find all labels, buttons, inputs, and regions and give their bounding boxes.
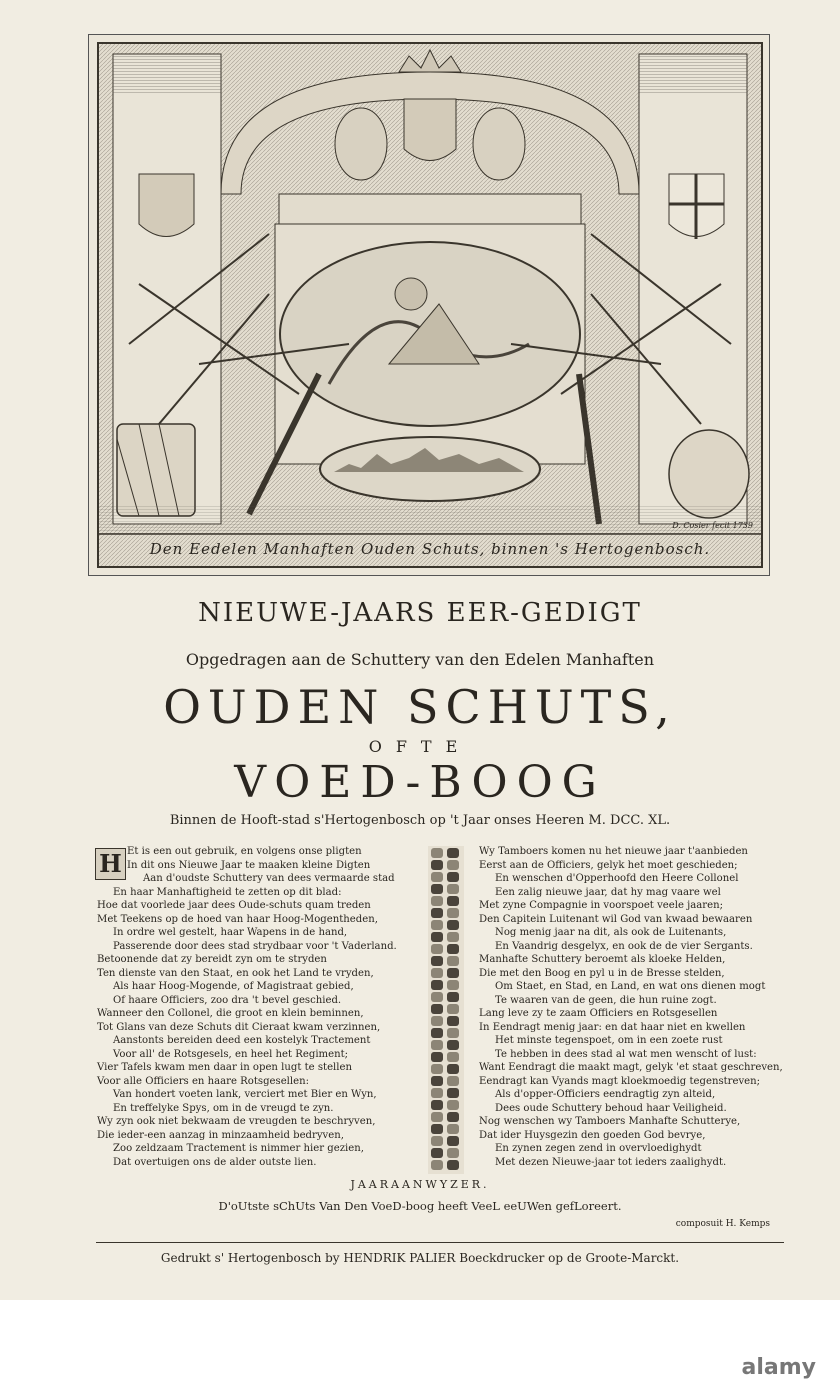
ornament-cell bbox=[431, 848, 443, 858]
poem-line: In ordre wel gestelt, haar Wapens in de hand, bbox=[113, 927, 348, 938]
ornament-cell bbox=[447, 1136, 459, 1146]
ornament-cell bbox=[447, 860, 459, 870]
ornament-cell bbox=[431, 992, 443, 1002]
poem-line: Voor all' de Rotsgesels, en heel het Regiment; bbox=[113, 1048, 349, 1060]
poem-line: Ten dienste van den Staat, en ook het Land te vryden, bbox=[97, 967, 374, 979]
ornament-cell bbox=[431, 980, 443, 990]
ornament-cell bbox=[447, 1124, 459, 1134]
poem-line: Te waaren van de geen, die hun ruine zogt. bbox=[495, 994, 717, 1006]
ornament-cell bbox=[447, 956, 459, 966]
engraving-illustration bbox=[99, 44, 761, 566]
title-line-3: OUDEN SCHUTS, bbox=[163, 680, 677, 734]
title-line-2: Opgedragen aan de Schuttery van den Edelen Manhaften bbox=[185, 650, 655, 669]
poem-line: Te hebben in dees stad al wat men wenscht of lust: bbox=[495, 1048, 757, 1060]
poem-line: Eerst aan de Officiers, gelyk het moet geschieden; bbox=[479, 859, 738, 871]
poem-line: Die met den Boog en pyl u in de Bresse stelden, bbox=[479, 967, 725, 979]
engraving-caption: Den Eedelen Manhaften Ouden Schuts, binnen 's Hertogenbosch. bbox=[149, 540, 711, 558]
ornament-cell bbox=[431, 1100, 443, 1110]
poem-line: Nog wenschen wy Tamboers Manhafte Schutterye, bbox=[479, 1116, 741, 1127]
divider-rule bbox=[96, 1242, 784, 1243]
poem-line: En wenschen d'Opperhoofd den Heere Collonel bbox=[495, 873, 739, 884]
ornament-cell bbox=[447, 1064, 459, 1074]
poem-line: Wy Tamboers komen nu het nieuwe jaar t'aanbieden bbox=[479, 846, 748, 857]
ornament-cell bbox=[447, 1040, 459, 1050]
ornament-cell bbox=[431, 1040, 443, 1050]
title-line-1: NIEUWE-JAARS EER-GEDIGT bbox=[198, 598, 642, 628]
ornament-cell bbox=[431, 1148, 443, 1158]
ornament-cell bbox=[431, 1088, 443, 1098]
poem-line: En Vaandrig desgelyx, en ook de de vier Sergants. bbox=[495, 940, 753, 952]
ornament-cell bbox=[447, 932, 459, 942]
ornament-cell bbox=[447, 1004, 459, 1014]
ornament-cell bbox=[431, 1052, 443, 1062]
ornament-cell bbox=[431, 968, 443, 978]
title-line-6: Binnen de Hooft-stad s'Hertogenbosch op 't Jaar onses Heeren M. DCC. XL. bbox=[169, 813, 671, 828]
ornament-cell bbox=[447, 1028, 459, 1038]
ornament-cell bbox=[447, 920, 459, 930]
engraving-plate bbox=[97, 42, 763, 568]
poem-line: Manhafte Schuttery beroemt als kloeke Helden, bbox=[479, 954, 726, 965]
poem-line: Betoonende dat zy bereidt zyn om te stryden bbox=[97, 954, 327, 965]
ornament-cell bbox=[431, 956, 443, 966]
author-credit: composuit H. Kemps bbox=[675, 1219, 770, 1229]
poem-line: Als haar Hoog-Mogende, of Magistraat gebied, bbox=[113, 981, 354, 992]
ornament-cell bbox=[447, 1148, 459, 1158]
poem-line: Aan d'oudste Schuttery van dees vermaarde stad bbox=[143, 873, 395, 884]
engraving-frame bbox=[88, 34, 770, 576]
ornament-cell bbox=[447, 848, 459, 858]
chronogram-text: D'oUtste sChUts Van Den VoeD-boog heeft VeeL eeUWen gefLoreert. bbox=[218, 1199, 622, 1213]
poem-line: Met Teekens op de hoed van haar Hoog-Mogentheden, bbox=[97, 913, 378, 925]
poem-line: En haar Manhaftigheid te zetten op dit blad: bbox=[113, 886, 342, 898]
ornament-cell bbox=[431, 1160, 443, 1170]
ornament-cell bbox=[431, 860, 443, 870]
ornament-cell bbox=[447, 908, 459, 918]
ornament-cell bbox=[447, 1076, 459, 1086]
poem-line: Met zyne Compagnie in voorspoet veele jaaren; bbox=[479, 900, 723, 911]
ornament-cell bbox=[447, 968, 459, 978]
poem-line: Passerende door dees stad strydbaar voor 't Vaderland. bbox=[113, 940, 397, 952]
ornament-cell bbox=[431, 1112, 443, 1122]
poem-line: Om Staet, en Stad, en Land, en wat ons dienen mogt bbox=[495, 981, 766, 992]
poem-line: In dit ons Nieuwe Jaar te maaken kleine Digten bbox=[127, 859, 371, 871]
ornament-cell bbox=[447, 1100, 459, 1110]
engraver-signature: D. Cosier fecit 1739 bbox=[672, 521, 753, 530]
ornament-cell bbox=[431, 896, 443, 906]
ornament-cell bbox=[447, 872, 459, 882]
poem-line: In Eendragt menig jaar: en dat haar niet en kwellen bbox=[479, 1021, 746, 1033]
poem-line: Nog menig jaar na dit, als ook de Luitenants, bbox=[495, 927, 727, 938]
ornament-cell bbox=[447, 1016, 459, 1026]
ornament-cell bbox=[431, 1016, 443, 1026]
ornament-cell bbox=[431, 1076, 443, 1086]
poem-line: Wanneer den Collonel, die groot en klein beminnen, bbox=[97, 1008, 364, 1019]
poem-line: Als d'opper-Officiers eendragtig zyn alteid, bbox=[495, 1089, 716, 1100]
poem-right-column bbox=[479, 845, 783, 1169]
poem-line: Den Capitein Luitenant wil God van kwaad bewaaren bbox=[479, 913, 753, 925]
ornament-cell bbox=[431, 1136, 443, 1146]
decorated-initial: H bbox=[95, 848, 126, 880]
poem-line: Een zalig nieuwe jaar, dat hy mag vaare wel bbox=[495, 886, 721, 898]
ornament-cell bbox=[447, 896, 459, 906]
poem-line: Of haare Officiers, zoo dra 't bevel geschied. bbox=[113, 994, 342, 1006]
ornament-cell bbox=[431, 884, 443, 894]
ornament-cell bbox=[431, 932, 443, 942]
poem-line: Lang leve zy te zaam Officiers en Rotsgesellen bbox=[479, 1008, 718, 1019]
poem-line: Vier Tafels kwam men daar in open lugt te stellen bbox=[97, 1062, 352, 1073]
poem-line: Zoo zeldzaam Tractement is nimmer hier gezien, bbox=[113, 1143, 364, 1154]
poem-line: Et is een out gebruik, en volgens onse pligten bbox=[127, 846, 362, 857]
poem-line: Tot Glans van deze Schuts dit Cieraat kwam verzinnen, bbox=[97, 1021, 381, 1033]
poem-line: Van hondert voeten lank, verciert met Bier en Wyn, bbox=[113, 1089, 377, 1100]
poem-line: Dat ider Huysgezin den goeden God bevrye, bbox=[479, 1129, 706, 1141]
ornament-cell bbox=[447, 980, 459, 990]
ornament-cell bbox=[447, 884, 459, 894]
poem-line: Dat overtuigen ons de alder outste lien. bbox=[113, 1156, 317, 1168]
ornament-cell bbox=[431, 872, 443, 882]
ornament-cell bbox=[447, 1112, 459, 1122]
ornament-cell bbox=[431, 944, 443, 954]
chronogram-heading: JAARAANWYZER. bbox=[350, 1178, 490, 1191]
poem-line: Wy zyn ook niet bekwaam de vreugden te beschryven, bbox=[97, 1116, 376, 1127]
ornament-cell bbox=[431, 1124, 443, 1134]
ornament-cell bbox=[431, 908, 443, 918]
poem-line: Voor alle Officiers en haare Rotsgesellen: bbox=[97, 1075, 310, 1087]
poem-line: Eendragt kan Vyands magt kloekmoedig tegenstreven; bbox=[479, 1075, 761, 1087]
ornament-cell bbox=[431, 1064, 443, 1074]
ornament-cell bbox=[431, 1028, 443, 1038]
ornament-cell bbox=[447, 992, 459, 1002]
poem-line: Dees oude Schuttery behoud haar Veiligheid. bbox=[495, 1102, 727, 1114]
printer-imprint: Gedrukt s' Hertogenbosch by HENDRIK PALIER Boeckdrucker op de Groote-Marckt. bbox=[160, 1251, 680, 1265]
watermark-logo: alamy bbox=[741, 1355, 816, 1380]
poem-line: Die ieder-een aanzag in minzaamheid bedryven, bbox=[97, 1129, 344, 1141]
poem-line: En treffelyke Spys, om in de vreugd te zyn. bbox=[113, 1102, 334, 1114]
poem-line: Het minste tegenspoet, om in een zoete rust bbox=[495, 1035, 723, 1046]
ornament-cell bbox=[447, 1052, 459, 1062]
ornament-cell bbox=[447, 944, 459, 954]
ornament-cell bbox=[447, 1088, 459, 1098]
poem-line: Met dezen Nieuwe-jaar tot ieders zaalighydt. bbox=[495, 1156, 727, 1168]
poem-line: Aanstonts bereiden deed een kostelyk Tractement bbox=[113, 1035, 371, 1046]
poem-line: Want Eendragt die maakt magt, gelyk 'et staat geschreven, bbox=[479, 1062, 783, 1073]
ornament-cell bbox=[431, 1004, 443, 1014]
poem-line: Hoe dat voorlede jaar dees Oude-schuts quam treden bbox=[97, 900, 371, 911]
poem-left-column bbox=[97, 845, 415, 1169]
title-line-5: VOED-BOOG bbox=[234, 757, 606, 808]
title-line-4: OFTE bbox=[368, 737, 472, 756]
ornamental-border bbox=[424, 846, 468, 1174]
poem-line: En zynen zegen zend in overvloedighydt bbox=[495, 1143, 702, 1154]
ornament-cell bbox=[447, 1160, 459, 1170]
ornament-cell bbox=[431, 920, 443, 930]
